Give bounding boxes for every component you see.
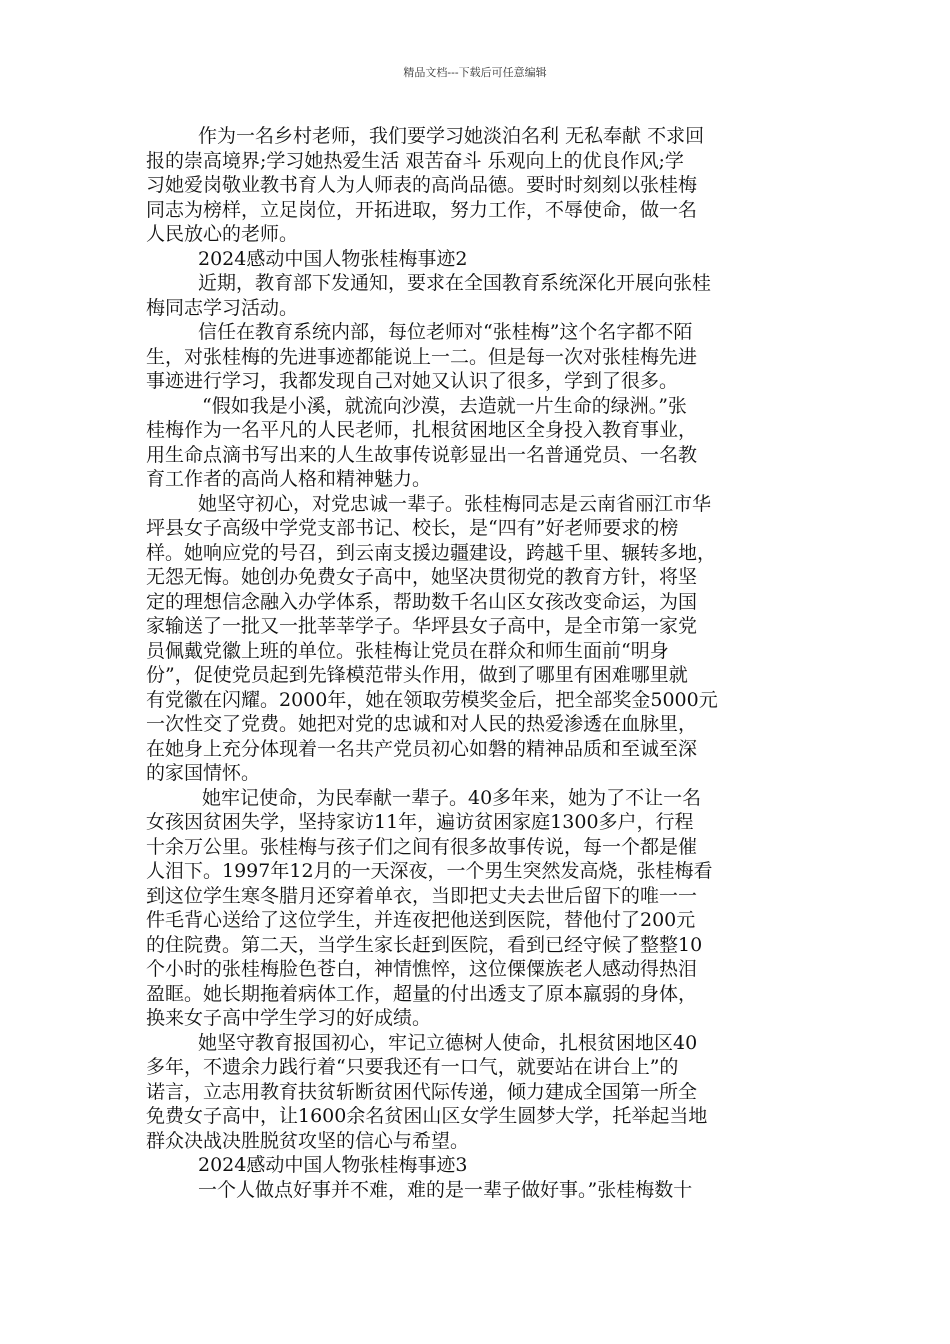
text-line: 一次性交了党费。她把对党的忠诚和对人民的热爱渗透在血脉里， (146, 713, 698, 735)
text-line: 多年，不遗余力践行着“只要我还有一口气，就要站在讲台上”的 (146, 1056, 679, 1078)
text-line: 她坚守初心，对党忠诚一辈子。张桂梅同志是云南省丽江市华 (198, 492, 712, 515)
text-line: 育工作者的高尚人格和精神魅力。 (146, 468, 432, 490)
text-line: 用生命点滴书写出来的人生故事传说彰显出一名普通党员、一名教 (146, 443, 698, 466)
text-line: 习她爱岗敬业教书育人为人师表的高尚品德。要时时刻刻以张桂梅 (146, 174, 698, 196)
text-line: 的住院费。第二天，当学生家长赶到医院，看到已经守候了整整10 (146, 933, 703, 956)
page-header: 精品文档---下载后可任意编辑 (403, 66, 547, 79)
text-line: 的家国情怀。 (146, 762, 261, 784)
text-line: 女孩因贫困失学，坚持家访11年，遍访贫困家庭1300多户，行程 (146, 811, 694, 833)
text-line: 桂梅作为一名平凡的人民老师，扎根贫困地区全身投入教育事业， (146, 419, 698, 441)
text-line: 事迹进行学习，我都发现自己对她又认识了很多，学到了很多。 (146, 370, 679, 392)
text-line: 生，对张桂梅的先进事迹都能说上一二。但是每一次对张桂梅先进 (146, 345, 698, 368)
text-line: 信任在教育系统内部，每位老师对“张桂梅”这个名字都不陌 (198, 321, 693, 343)
text-line: 换来女子高中学生学习的好成绩。 (146, 1007, 432, 1029)
text-line: 作为一名乡村老师，我们要学习她淡泊名利 无私奉献 不求回 (198, 125, 705, 147)
text-line: 坪县女子高级中学党支部书记、校长，是“四有”好老师要求的榜 (146, 517, 679, 539)
text-line: 盈眶。她长期拖着病体工作，超量的付出透支了原本羸弱的身体， (146, 982, 698, 1005)
text-line: 无怨无悔。她创办免费女子高中，她坚决贯彻党的教育方针，将坚 (146, 566, 698, 588)
text-line: 报的崇高境界;学习她热爱生活 艰苦奋斗 乐观向上的优良作风;学 (146, 149, 684, 172)
text-line: 免费女子高中，让1600余名贫困山区女学生圆梦大学，托举起当地 (146, 1105, 708, 1127)
text-line: 家输送了一批又一批莘莘学子。华坪县女子高中，是全市第一家党 (146, 615, 698, 637)
text-line: 有党徽在闪耀。2000年，她在领取劳模奖金后，把全部奖金5000元 (146, 688, 718, 711)
section-heading: 2024感动中国人物张桂梅事迹2 (198, 247, 468, 270)
text-line: 群众决战决胜脱贫攻坚的信心与希望。 (146, 1129, 470, 1152)
text-line: 样。她响应党的号召，到云南支援边疆建设，跨越千里、辗转多地， (146, 541, 717, 564)
text-line: 定的理想信念融入办学体系，帮助数千名山区女孩改变命运，为国 (146, 590, 698, 613)
text-line: 她牢记使命，为民奉献一辈子。40多年来，她为了不让一名 (202, 786, 702, 809)
text-line: 近期，教育部下发通知，要求在全国教育系统深化开展向张桂 (198, 272, 712, 294)
text-line: 人民放心的老师。 (146, 223, 299, 245)
text-line: 同志为榜样，立足岗位，开拓进取，努力工作，不辱使命，做一名 (146, 198, 698, 221)
document-body (146, 124, 808, 1202)
text-line: 在她身上充分体现着一名共产党员初心如磐的精神品质和至诚至深 (146, 737, 698, 760)
text-line: 份”，促使党员起到先锋模范带头作用，做到了哪里有困难哪里就 (146, 664, 688, 686)
text-line: 十余万公里。张桂梅与孩子们之间有很多故事传说，每一个都是催 (146, 835, 698, 858)
section-heading: 2024感动中国人物张桂梅事迹3 (198, 1154, 468, 1176)
text-line: “假如我是小溪，就流向沙漠，去造就一片生命的绿洲。”张 (202, 394, 687, 417)
text-line: 件毛背心送给了这位学生，并连夜把他送到医院，替他付了200元 (146, 909, 696, 931)
text-line: 到这位学生寒冬腊月还穿着单衣，当即把丈夫去世后留下的唯一一 (146, 884, 698, 907)
text-line: 人泪下。1997年12月的一天深夜，一个男生突然发高烧，张桂梅看 (146, 860, 713, 882)
text-line: 一个人做点好事并不难，难的是一辈子做好事。”张桂梅数十 (198, 1178, 693, 1201)
text-line: 员佩戴党徽上班的单位。张桂梅让党员在群众和师生面前“明身 (146, 639, 669, 662)
text-line: 她坚守教育报国初心，牢记立德树人使命，扎根贫困地区40 (198, 1031, 698, 1054)
text-line: 梅同志学习活动。 (146, 296, 299, 319)
text-line: 诺言，立志用教育扶贫斩断贫困代际传递，倾力建成全国第一所全 (146, 1080, 698, 1103)
text-line: 个小时的张桂梅脸色苍白，神情憔悴，这位傈僳族老人感动得热泪 (146, 958, 698, 980)
